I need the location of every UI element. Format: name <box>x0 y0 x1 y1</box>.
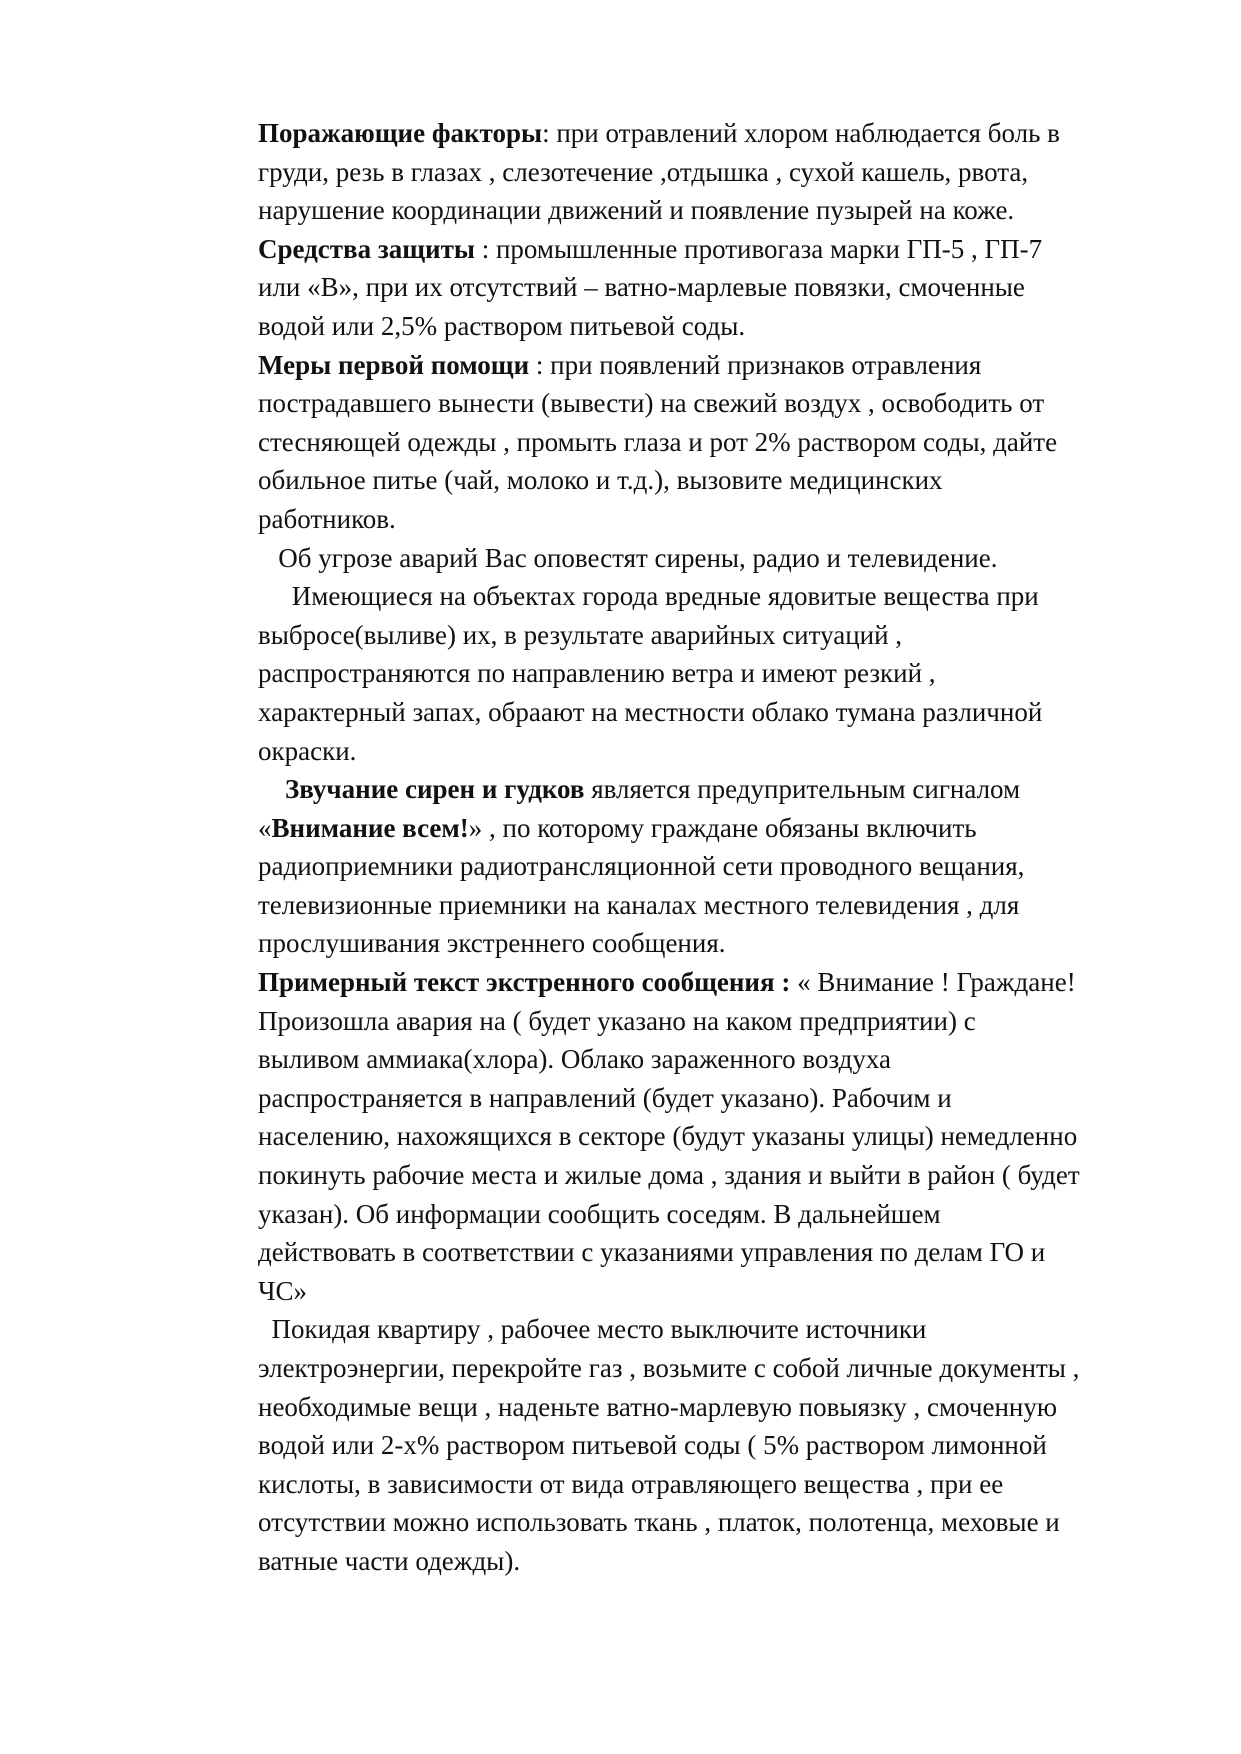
hazardous-substances-line-3: распространяются по направлению ветра и имеют резкий , <box>258 658 936 689</box>
emergency-message-text: « Внимание ! Граждане! <box>790 967 1076 998</box>
sirens-heading: Звучание сирен и гудков <box>285 774 585 805</box>
hazardous-substances-line-5: окраски. <box>258 735 357 766</box>
sirens-quote-open: « <box>258 812 272 843</box>
leaving-home-line-2: электроэнергии, перекройте газ , возьмите с собой личные документы , <box>258 1353 1080 1383</box>
sirens-line-3: радиоприемники радиотрансляционной сети проводного вещания, <box>258 851 1025 882</box>
protection-means-heading: Средства защиты <box>258 233 475 264</box>
emergency-message-line-9: ЧС» <box>258 1275 308 1306</box>
damaging-factors-text: : при отравлений хлором наблюдается боль в <box>542 118 1060 148</box>
first-aid-line-2: пострадавшего вынести (вывести) на свежий воздух , освободить от <box>258 388 1045 419</box>
document-body <box>258 114 1163 1581</box>
protection-means-text: : промышленные противогаза марки ГП-5 , ГП-7 <box>474 233 1043 264</box>
emergency-message-line-8: действовать в соответствии с указаниями управления по делам ГО и <box>258 1237 1046 1268</box>
leaving-home-line-7: ватные части одежды). <box>258 1545 521 1576</box>
protection-means-line-1 <box>258 230 1163 269</box>
sirens-line-4: телевизионные приемники на каналах местного телевидения , для <box>258 889 1020 920</box>
emergency-message-line-1 <box>258 963 1163 1002</box>
damaging-factors-line-2: груди, резь в глазах , слезотечение ,отдышка , сухой кашель, рвота, <box>258 156 1029 187</box>
alert-line-1: Об угрозе аварий Вас оповестят сирены, радио и телевидение. <box>258 542 998 573</box>
sirens-text: является предупрительным сигналом <box>584 774 1021 805</box>
protection-means-line-3: водой или 2,5% раствором питьевой соды. <box>258 310 746 341</box>
sirens-attention-all: Внимание всем! <box>271 812 469 843</box>
damaging-factors-line-3: нарушение координации движений и появление пузырей на коже. <box>258 195 1015 226</box>
emergency-message-line-4: распространяется в направлений (будет указано). Рабочим и <box>258 1082 952 1113</box>
emergency-message-heading: Примерный текст экстренного сообщения : <box>258 967 791 998</box>
first-aid-text: : при появлений признаков отравления <box>529 349 982 380</box>
sirens-indent <box>258 774 285 804</box>
sirens-line-2-text: » , по которому граждане обязаны включить <box>468 812 977 843</box>
hazardous-substances-line-4: характерный запах, обраают на местности облако тумана различной <box>258 696 1043 727</box>
emergency-message-line-5: населению, нахожящихся в секторе (будут указаны улицы) немедленно <box>258 1121 1078 1152</box>
emergency-message-line-6: покинуть рабочие места и жилые дома , здания и выйти в район ( будет <box>258 1160 1080 1191</box>
emergency-message-line-2: Произошла авария на ( будет указано на каком предприятии) с <box>258 1005 976 1036</box>
emergency-message-line-7: указан). Об информации сообщить соседям. В дальнейшем <box>258 1198 941 1229</box>
damaging-factors-line-1 <box>258 114 1163 153</box>
leaving-home-line-6: отсутствии можно использовать ткань , платок, полотенца, меховые и <box>258 1507 1060 1538</box>
sirens-line-5: прослушивания экстреннего сообщения. <box>258 928 726 959</box>
leaving-home-line-3: необходимые вещи , наденьте ватно-марлевую повыязку , смоченную <box>258 1391 1058 1422</box>
first-aid-line-4: обильное питье (чай, молоко и т.д.), вызовите медицинских <box>258 465 943 496</box>
damaging-factors-heading: Поражающие факторы <box>258 118 543 148</box>
first-aid-heading: Меры первой помощи <box>258 349 530 380</box>
leaving-home-line-4: водой или 2-х% раствором питьевой соды ( 5% раствором лимонной <box>258 1430 1047 1461</box>
sirens-line-1 <box>258 770 1163 809</box>
first-aid-line-1 <box>258 346 1163 385</box>
emergency-message-line-3: выливом аммиака(хлора). Облако зараженного воздуха <box>258 1044 892 1075</box>
hazardous-substances-line-2: выбросе(выливе) их, в результате аварийных ситуаций , <box>258 619 903 650</box>
hazardous-substances-line-1: Имеющиеся на объектах города вредные ядовитые вещества при <box>258 581 1039 612</box>
leaving-home-line-1: Покидая квартиру , рабочее место выключите источники <box>258 1314 927 1345</box>
first-aid-line-5: работников. <box>258 503 396 534</box>
first-aid-line-3: стесняющей одежды , промыть глаза и рот 2% раствором соды, дайте <box>258 426 1058 457</box>
leaving-home-line-5: кислоты, в зависимости от вида отравляющего вещества , при ее <box>258 1468 1004 1499</box>
protection-means-line-2: или «В», при их отсутствий – ватно-марлевые повязки, смоченные <box>258 272 1025 303</box>
sirens-line-2 <box>258 809 1163 848</box>
